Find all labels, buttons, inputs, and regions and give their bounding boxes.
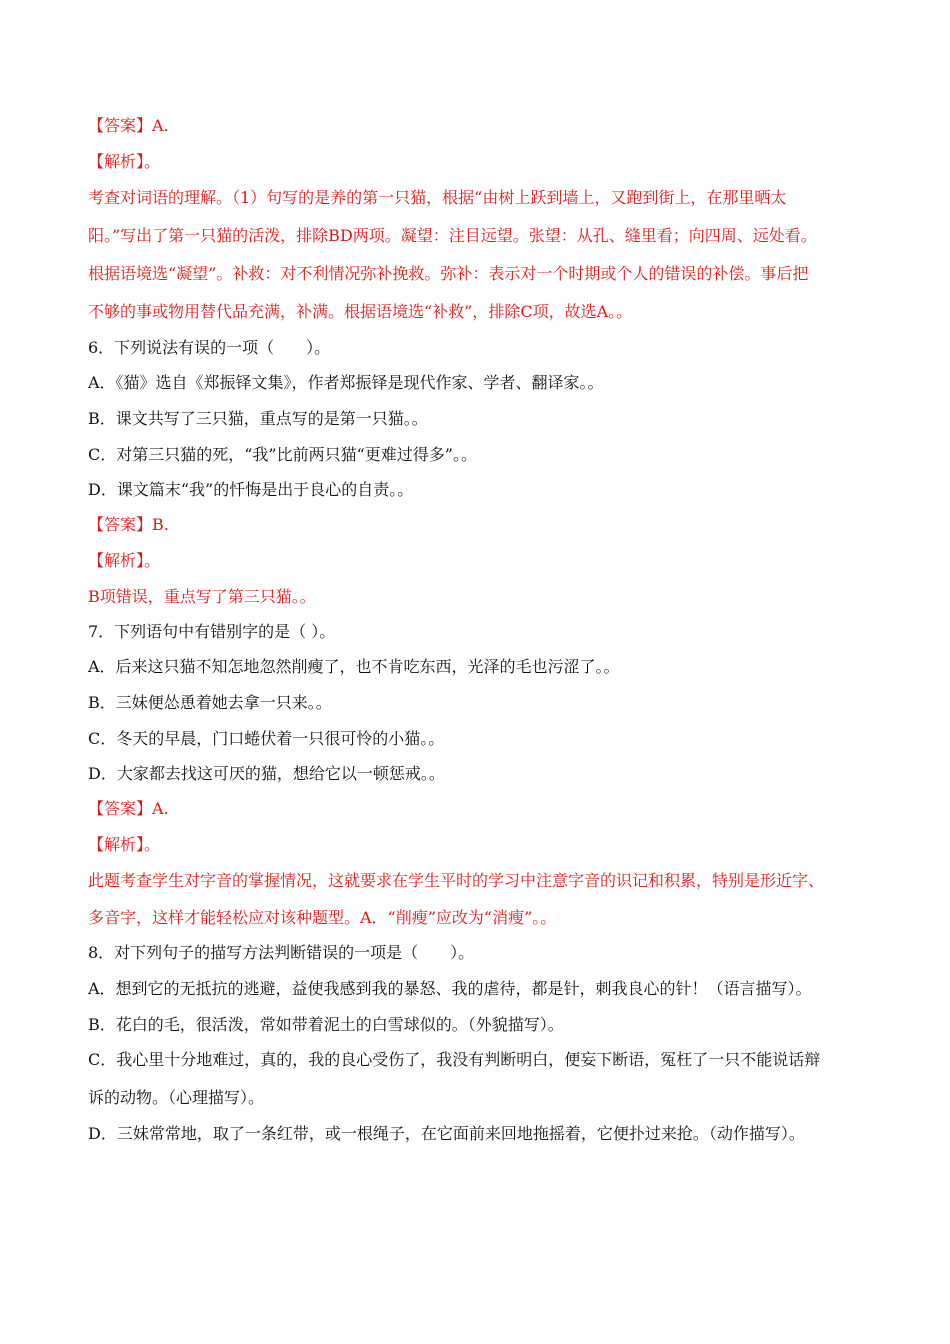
answer-label: 【答案】A. bbox=[88, 116, 169, 135]
option-b: B．三妹便怂恿着她去拿一只来。。 bbox=[88, 693, 332, 712]
question-8: 8．对下列句子的描写方法判断错误的一项是（ ）。 bbox=[88, 943, 475, 962]
question-7: 7．下列语句中有错别字的是（ ）。 bbox=[88, 622, 336, 641]
analysis-label: 【解析】。 bbox=[88, 551, 161, 570]
option-c: C．我心里十分地难过，真的，我的良心受伤了，我没有判断明白，便妄下断语，冤枉了一只不能说话辩 bbox=[88, 1050, 821, 1069]
analysis-text: 阳。”写出了第一只猫的活泼，排除BD两项。凝望：注目远望。张望：从孔、缝里看；向四周、远处看。 bbox=[88, 226, 817, 245]
analysis-text: 考查对词语的理解。（1）句写的是养的第一只猫，根据“由树上跃到墙上，又跑到街上，在那里晒太 bbox=[88, 188, 787, 207]
option-a: A．《猫》选自《郑振铎文集》，作者郑振铎是现代作家、学者、翻译家。。 bbox=[88, 373, 604, 392]
option-b: B．花白的毛，很活泼，常如带着泥土的白雪球似的。（外貌描写）。 bbox=[88, 1015, 564, 1034]
analysis-text: 多音字，这样才能轻松应对该种题型。A．“削瘦”应改为“消瘦”。。 bbox=[88, 908, 557, 927]
option-c: C．冬天的早晨，门口蜷伏着一只很可怜的小猫。。 bbox=[88, 729, 445, 748]
analysis-label: 【解析】。 bbox=[88, 835, 161, 854]
option-d: D．课文篇末“我”的忏悔是出于良心的自责。。 bbox=[88, 480, 414, 499]
analysis-text: 不够的事或物用替代品充满，补满。根据语境选“补救”，排除C项，故选A。。 bbox=[88, 302, 633, 321]
option-b: B．课文共写了三只猫，重点写的是第一只猫。。 bbox=[88, 409, 428, 428]
question-6: 6．下列说法有误的一项（ ）。 bbox=[88, 338, 331, 357]
option-c: C．对第三只猫的死，“我”比前两只猫“更难过得多”。。 bbox=[88, 445, 477, 464]
answer-label: 【答案】A. bbox=[88, 799, 169, 818]
analysis-label: 【解析】。 bbox=[88, 152, 161, 171]
option-a: A．想到它的无抵抗的逃避，益使我感到我的暴怒、我的虐待，都是针，刺我良心的针！（语言描写）。 bbox=[88, 979, 812, 998]
option-c-continued: 诉的动物。（心理描写）。 bbox=[88, 1088, 265, 1107]
analysis-text: B项错误，重点写了第三只猫。。 bbox=[88, 587, 316, 606]
answer-label: 【答案】B. bbox=[88, 515, 169, 534]
analysis-text: 此题考查学生对字音的掌握情况，这就要求在学生平时的学习中注意字音的识记和积累，特别是形近字、 bbox=[88, 871, 825, 890]
analysis-text: 根据语境选“凝望”。补救：对不利情况弥补挽救。弥补：表示对一个时期或个人的错误的补偿。事后把 bbox=[88, 264, 809, 283]
option-d: D．大家都去找这可厌的猫，想给它以一顿惩戒。。 bbox=[88, 764, 445, 783]
option-d: D．三妹常常地，取了一条红带，或一根绳子，在它面前来回地拖摇着，它便扑过来抢。（动作描写）。 bbox=[88, 1124, 805, 1143]
option-a: A．后来这只猫不知怎地忽然削瘦了，也不肯吃东西，光泽的毛也污涩了。。 bbox=[88, 657, 620, 676]
